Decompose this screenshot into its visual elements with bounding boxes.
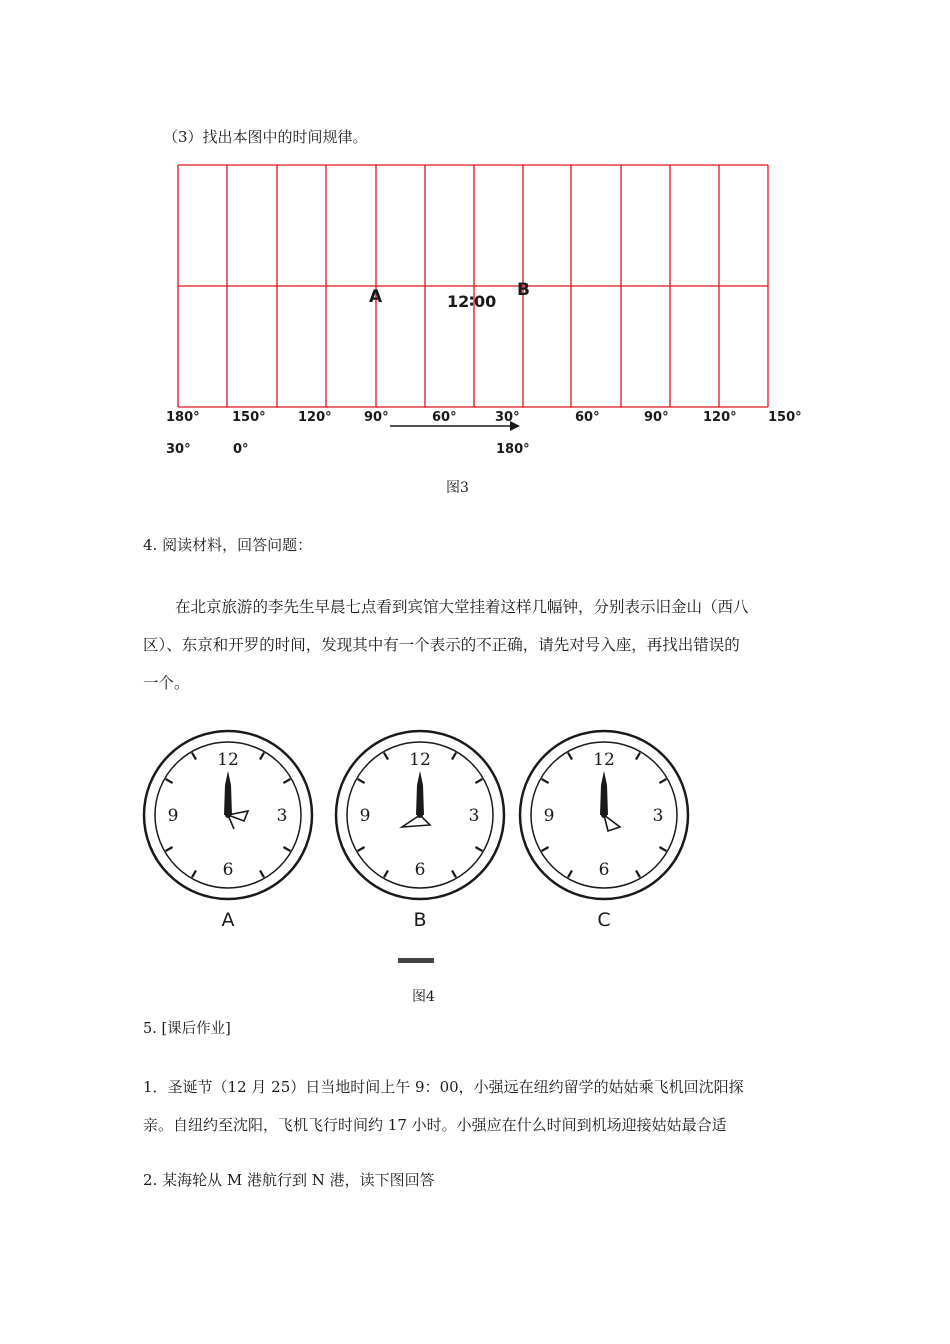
longitude-label-top: 30° bbox=[495, 410, 520, 425]
paragraph-line: 在北京旅游的李先生早晨七点看到宾馆大堂挂着这样几幅钟，分别表示旧金山（西八 bbox=[175, 598, 749, 616]
longitude-label-top: 150° bbox=[768, 410, 802, 425]
clock-number: 3 bbox=[468, 806, 480, 826]
clock-number: 6 bbox=[414, 860, 426, 880]
clock-tick bbox=[542, 847, 549, 851]
clock-a bbox=[144, 731, 312, 931]
clock-number: 9 bbox=[359, 806, 371, 826]
clock-minute-hand bbox=[224, 771, 232, 815]
clock-center-pin bbox=[417, 812, 423, 818]
clock-minute-hand bbox=[600, 771, 608, 815]
clock-tick bbox=[659, 779, 666, 783]
clock-number: 12 bbox=[217, 750, 239, 770]
clock-hour-hand bbox=[604, 815, 620, 831]
clock-tick bbox=[260, 753, 264, 760]
point-b-label: B bbox=[517, 280, 530, 300]
clock-hour-hand bbox=[402, 815, 430, 827]
longitude-label-top: 60° bbox=[432, 410, 457, 425]
longitude-label-top: 120° bbox=[298, 410, 332, 425]
figure-4-caption: 图4 bbox=[412, 989, 435, 1005]
clock-number: 9 bbox=[543, 806, 555, 826]
longitude-top-row bbox=[166, 410, 802, 425]
longitude-label-top: 150° bbox=[232, 410, 266, 425]
clock-tick bbox=[384, 753, 388, 760]
longitude-label-top: 60° bbox=[575, 410, 600, 425]
figure-3-caption: 图3 bbox=[446, 480, 469, 496]
clock-number: 3 bbox=[652, 806, 664, 826]
clock-number: 9 bbox=[167, 806, 179, 826]
paragraph-line: 一个。 bbox=[143, 674, 190, 692]
paragraph-line: 区）、东京和开罗的时间，发现其中有一个表示的不正确，请先对号入座，再找出错误的 bbox=[143, 636, 740, 654]
longitude-label-top: 90° bbox=[364, 410, 389, 425]
clock-tick bbox=[568, 753, 572, 760]
figure-4-clocks bbox=[0, 725, 950, 970]
question-4-paragraph bbox=[143, 588, 823, 702]
clock-label: C bbox=[597, 909, 611, 931]
clock-center-pin bbox=[225, 812, 231, 818]
homework-heading: 5. [课后作业] bbox=[143, 1021, 231, 1037]
longitude-bottom-row bbox=[166, 442, 530, 457]
point-a-label: A bbox=[369, 287, 383, 307]
clock-tick bbox=[542, 779, 549, 783]
clock-number: 12 bbox=[593, 750, 615, 770]
homework-item-1 bbox=[143, 1068, 823, 1144]
clock-tick bbox=[283, 847, 290, 851]
clock-tick bbox=[475, 779, 482, 783]
clock-number: 6 bbox=[222, 860, 234, 880]
question-3: （3）找出本图中的时间规律。 bbox=[163, 128, 368, 146]
longitude-label-top: 180° bbox=[166, 410, 200, 425]
clock-tick bbox=[659, 847, 666, 851]
longitude-label-bottom: 0° bbox=[233, 442, 249, 457]
grid-lines bbox=[178, 165, 768, 407]
clock-tick bbox=[192, 753, 196, 760]
longitude-label-bottom: 180° bbox=[496, 442, 530, 457]
clock-tick bbox=[166, 779, 173, 783]
clock-tick bbox=[452, 753, 456, 760]
clock-b bbox=[336, 731, 504, 931]
clock-c bbox=[520, 731, 688, 931]
clock-label: B bbox=[413, 909, 427, 931]
clock-number: 6 bbox=[598, 860, 610, 880]
clock-tick bbox=[568, 870, 572, 877]
clock-tick bbox=[283, 779, 290, 783]
clock-center-pin bbox=[601, 812, 607, 818]
homework-item-2: 2. 某海轮从 M 港航行到 N 港，读下图回答 bbox=[143, 1171, 435, 1189]
figure-3-grid bbox=[0, 150, 950, 470]
cropped-text-fragment bbox=[398, 958, 434, 963]
clock-tick bbox=[192, 870, 196, 877]
clock-tick bbox=[475, 847, 482, 851]
clock-tick bbox=[636, 870, 640, 877]
clock-tick bbox=[636, 753, 640, 760]
clock-tick bbox=[358, 847, 365, 851]
longitude-label-top: 120° bbox=[703, 410, 737, 425]
longitude-label-top: 90° bbox=[644, 410, 669, 425]
clock-number: 3 bbox=[276, 806, 288, 826]
time-label: 12∶00 bbox=[447, 292, 497, 311]
item-1-line: 亲。自纽约至沈阳，飞机飞行时间约 17 小时。小强应在什么时间到机场迎接姑姑最合适 bbox=[143, 1116, 727, 1134]
clock-hour-hand bbox=[228, 811, 248, 829]
clock-tick bbox=[452, 870, 456, 877]
question-4-heading: 4. 阅读材料，回答问题： bbox=[143, 536, 313, 554]
clock-number: 12 bbox=[409, 750, 431, 770]
clock-tick bbox=[358, 779, 365, 783]
clock-tick bbox=[166, 847, 173, 851]
longitude-label-bottom: 30° bbox=[166, 442, 191, 457]
clock-tick bbox=[260, 870, 264, 877]
clock-minute-hand bbox=[416, 771, 424, 815]
item-1-line: 1．圣诞节（12 月 25）日当地时间上午 9：00，小强远在纽约留学的姑姑乘飞机回沈阳探 bbox=[143, 1078, 744, 1096]
clock-label: A bbox=[221, 909, 235, 931]
clock-tick bbox=[384, 870, 388, 877]
